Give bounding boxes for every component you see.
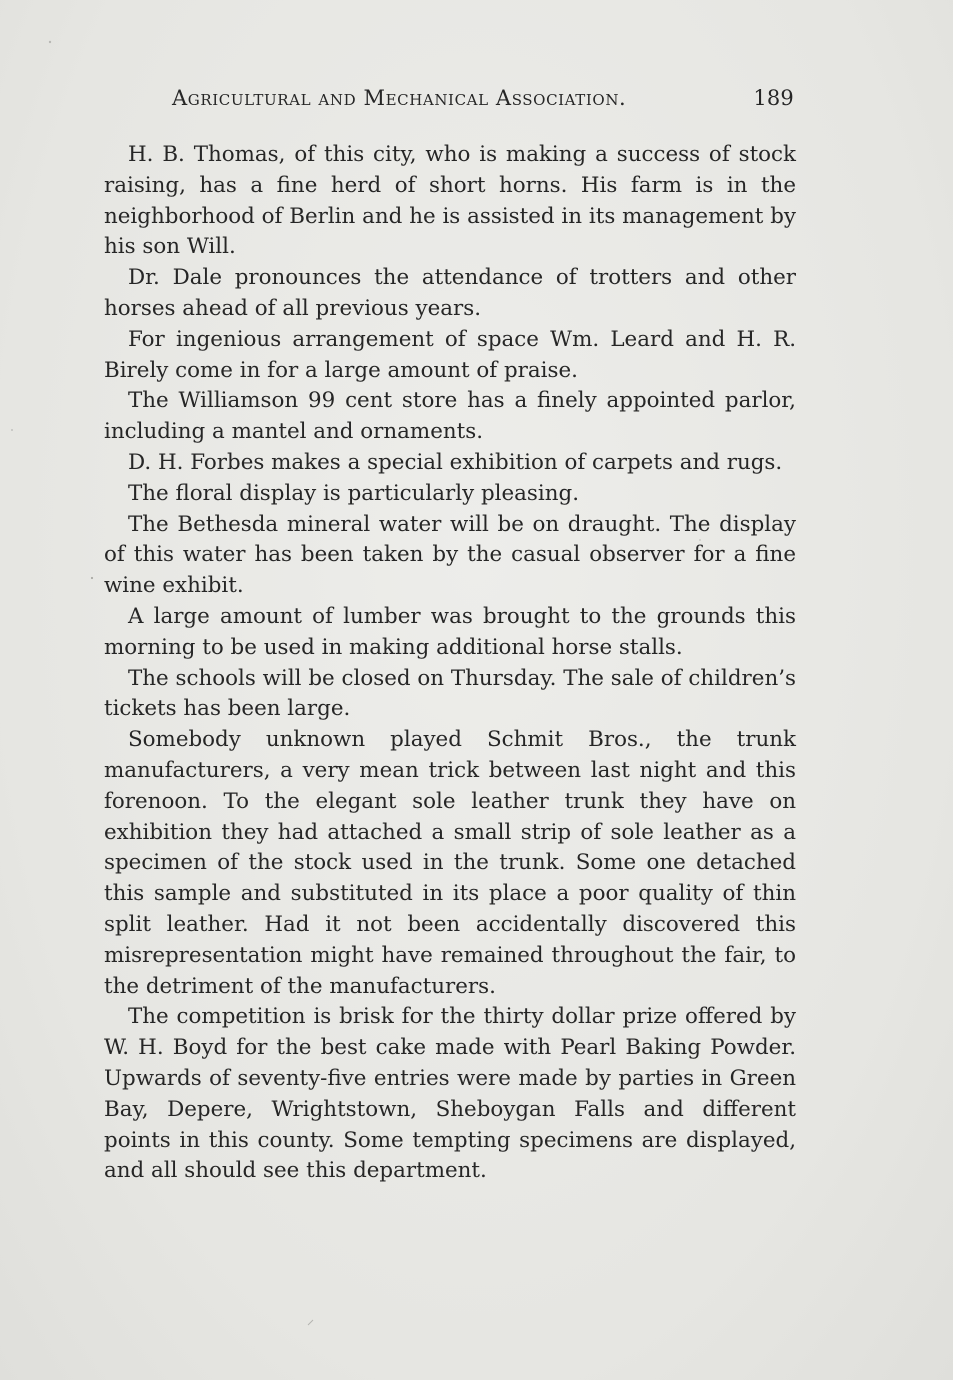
- paragraph-floral-display: The floral display is particularly pleasing.: [128, 480, 580, 506]
- paragraph-cake-competition: The competition is brisk for the thirty dollar prize offered by W. H. Boyd for the best cake made with Pearl Baking Powder. Upwards of seventy-five entries were made by parties in Green Bay, Depere, Wrightstown, Sheboygan Falls and different points in this county. Some tempting specimens are displayed, and all should see this department.: [104, 1004, 796, 1184]
- running-title: Agricultural and Mechanical Association.: [172, 86, 627, 110]
- paragraph-dale-trotters: Dr. Dale pronounces the attendance of trotters and other horses ahead of all previous years.: [104, 265, 796, 321]
- paragraph-space-arrangement: For ingenious arrangement of space Wm. Leard and H. R. Birely come in for a large amount of praise.: [104, 326, 796, 383]
- paragraph-lumber: A large amount of lumber was brought to the grounds this morning to be used in making additional horse stalls.: [104, 603, 796, 660]
- paragraph-schmit-trunk: Somebody unknown played Schmit Bros., the trunk manufacturers, a very mean trick between last night and this forenoon. To the elegant sole leather trunk they have on exhibition they had attached a small strip of sole leather as a specimen of the stock used in the trunk. Some one detached this sample and substituted in its place a poor quality of thin split leather. Had it not been accidentally discovered this misrepresentation might have remained throughout the fair, to the detriment of the manufacturers.: [104, 727, 796, 999]
- paragraph-schools: The schools will be closed on Thursday. The sale of children’s tickets has been large.: [104, 665, 796, 722]
- body-text: [104, 140, 796, 1187]
- running-head: [104, 86, 794, 118]
- page-number: 189: [753, 86, 794, 110]
- paragraph-bethesda-water: The Bethesda mineral water will be on draught. The display of this water has been taken by the casual observer for a fine wine exhibit.: [104, 511, 796, 599]
- paragraph-williamson-store: The Williamson 99 cent store has a finely appointed parlor, including a mantel and ornaments.: [104, 388, 796, 445]
- paragraph-forbes-carpets: D. H. Forbes makes a special exhibition of carpets and rugs.: [128, 449, 783, 475]
- paragraph-thomas-herd: H. B. Thomas, of this city, who is making a success of stock raising, has a fine herd of short horns. His farm is in the neighborhood of Berlin and he is assisted in its management by his son Will.: [104, 142, 796, 260]
